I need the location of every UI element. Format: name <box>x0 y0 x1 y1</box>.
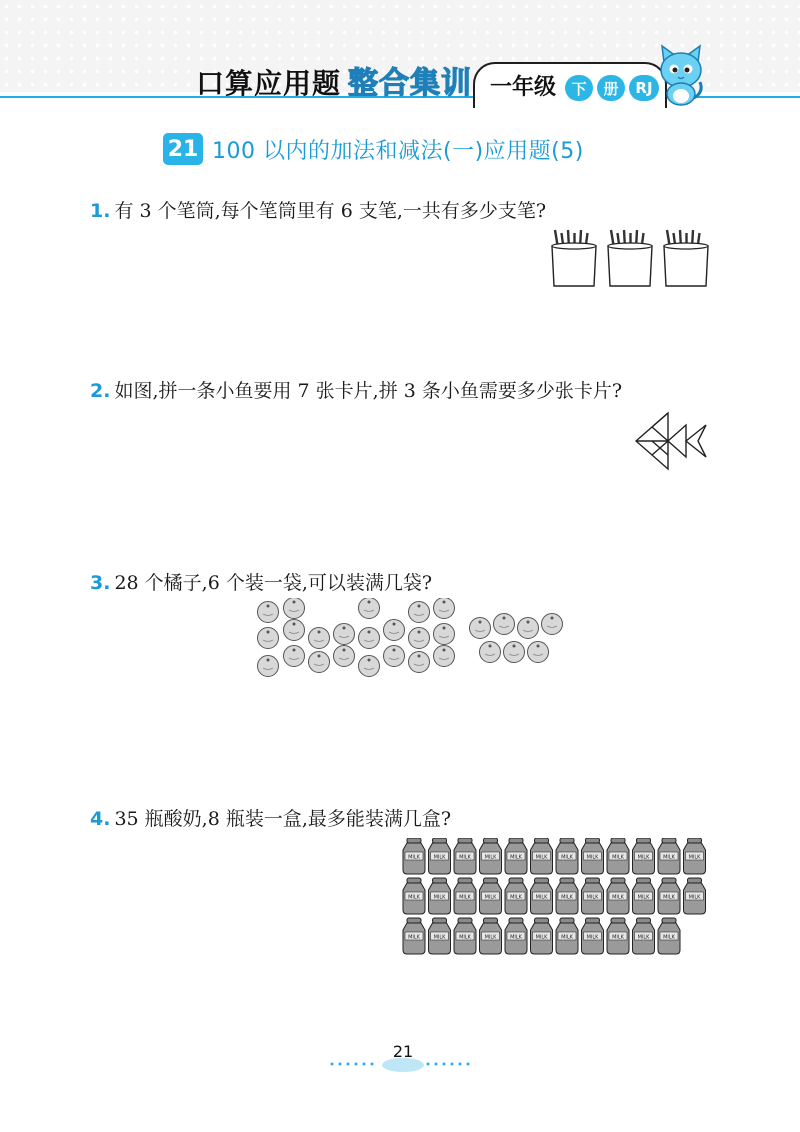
lesson-number-badge: 21 <box>163 133 203 165</box>
milk-bottle-icon <box>429 838 451 874</box>
edition-badge: RJ <box>629 75 659 101</box>
milk-bottle-icon <box>403 918 425 954</box>
milk-bottle-icon <box>480 918 502 954</box>
orange-icon <box>434 646 455 667</box>
orange-icon <box>284 598 305 619</box>
milk-bottle-icon <box>658 878 680 914</box>
orange-icon <box>518 618 539 639</box>
svg-text:MILK: MILK <box>586 934 599 941</box>
orange-icon <box>258 628 279 649</box>
volume-badge-1: 下 <box>565 75 593 101</box>
problem-text: 有 3 个笔筒,每个笔筒里有 6 支笔,一共有多少支笔? <box>114 200 547 222</box>
milk-bottle-icon <box>480 878 502 914</box>
orange-icon <box>258 656 279 677</box>
milk-bottle-icon <box>556 918 578 954</box>
pen-cups-illustration <box>548 226 716 290</box>
svg-text:MILK: MILK <box>459 854 471 861</box>
milk-bottle-icon <box>582 878 604 914</box>
orange-icon <box>470 618 491 639</box>
svg-text:MILK: MILK <box>484 894 497 901</box>
orange-icon <box>284 620 305 641</box>
milk-bottle-icon <box>607 918 629 954</box>
page-number: 21 <box>392 1042 414 1061</box>
cat-mascot-icon <box>656 42 706 106</box>
svg-text:MILK: MILK <box>408 894 420 901</box>
milk-bottle-icon <box>454 838 476 874</box>
orange-icon <box>409 652 430 673</box>
problem-text: 35 瓶酸奶,8 瓶装一盒,最多能装满几盒? <box>114 808 452 830</box>
orange-icon <box>258 602 279 623</box>
milk-bottle-icon <box>454 918 476 954</box>
milk-bottle-icon <box>684 878 706 914</box>
svg-text:MILK: MILK <box>510 894 522 901</box>
svg-text:MILK: MILK <box>663 934 675 941</box>
oranges-illustration <box>254 598 574 684</box>
milk-bottle-icon <box>403 878 425 914</box>
milk-bottle-icon <box>607 838 629 874</box>
problem-3 <box>90 568 432 595</box>
milk-bottle-icon <box>531 918 553 954</box>
footer-dots-left <box>330 1062 382 1066</box>
problem-text: 28 个橘子,6 个装一袋,可以装满几袋? <box>114 572 433 594</box>
svg-text:MILK: MILK <box>510 854 522 861</box>
orange-icon <box>309 628 330 649</box>
orange-icon <box>409 602 430 623</box>
milk-bottle-icon <box>658 838 680 874</box>
svg-text:MILK: MILK <box>459 934 471 941</box>
footer-dots-right <box>426 1062 478 1066</box>
orange-icon <box>334 646 355 667</box>
orange-icon <box>334 624 355 645</box>
lesson-title: 100 以内的加法和减法(一)应用题(5) <box>212 139 584 164</box>
milk-bottle-icon <box>429 878 451 914</box>
svg-text:MILK: MILK <box>637 934 650 941</box>
orange-icon <box>309 652 330 673</box>
milk-bottle-icon <box>505 878 527 914</box>
milk-bottle-icon <box>556 878 578 914</box>
orange-icon <box>359 656 380 677</box>
milk-bottle-icon <box>633 878 655 914</box>
problem-2 <box>90 376 622 403</box>
svg-text:MILK: MILK <box>459 894 471 901</box>
orange-icon <box>359 598 380 619</box>
milk-bottle-icon <box>607 878 629 914</box>
svg-text:MILK: MILK <box>535 854 548 861</box>
problem-text: 如图,拼一条小鱼要用 7 张卡片,拼 3 条小鱼需要多少张卡片? <box>114 380 623 402</box>
orange-icon <box>284 646 305 667</box>
orange-icon <box>542 614 563 635</box>
milk-bottle-icon <box>582 918 604 954</box>
svg-text:MILK: MILK <box>612 854 624 861</box>
svg-text:MILK: MILK <box>535 934 548 941</box>
svg-text:MILK: MILK <box>433 894 446 901</box>
tangram-fish-illustration <box>632 410 710 472</box>
problem-number: 2. <box>90 380 111 402</box>
svg-text:MILK: MILK <box>561 934 573 941</box>
milk-bottle-icon <box>658 918 680 954</box>
pen-cup-icon <box>664 230 708 286</box>
book-title: 口算应用题 <box>196 67 342 100</box>
svg-text:MILK: MILK <box>688 854 701 861</box>
svg-text:MILK: MILK <box>586 894 599 901</box>
svg-text:MILK: MILK <box>688 894 701 901</box>
svg-text:MILK: MILK <box>408 934 420 941</box>
problem-number: 3. <box>90 572 111 594</box>
svg-text:MILK: MILK <box>612 894 624 901</box>
svg-text:MILK: MILK <box>408 854 420 861</box>
orange-icon <box>384 620 405 641</box>
milk-bottle-icon <box>531 838 553 874</box>
orange-icon <box>480 642 501 663</box>
orange-icon <box>434 624 455 645</box>
problem-4 <box>90 804 451 831</box>
svg-text:MILK: MILK <box>637 894 650 901</box>
milk-bottle-icon <box>429 918 451 954</box>
svg-text:MILK: MILK <box>561 854 573 861</box>
milk-bottle-icon <box>684 838 706 874</box>
svg-text:MILK: MILK <box>637 854 650 861</box>
svg-text:MILK: MILK <box>510 934 522 941</box>
orange-icon <box>528 642 549 663</box>
milk-bottle-icon <box>403 838 425 874</box>
milk-bottle-icon <box>633 918 655 954</box>
orange-icon <box>409 628 430 649</box>
orange-icon <box>504 642 525 663</box>
milk-bottle-icon <box>556 838 578 874</box>
svg-text:MILK: MILK <box>612 934 624 941</box>
orange-icon <box>494 614 515 635</box>
pen-cup-icon <box>552 230 596 286</box>
svg-text:MILK: MILK <box>586 854 599 861</box>
milk-bottle-icon <box>454 878 476 914</box>
svg-text:MILK: MILK <box>484 934 497 941</box>
milk-bottle-icon <box>480 838 502 874</box>
svg-text:MILK: MILK <box>484 854 497 861</box>
volume-badge-2: 册 <box>597 75 625 101</box>
milk-bottles-illustration <box>402 838 714 956</box>
svg-text:MILK: MILK <box>561 894 573 901</box>
problem-1 <box>90 196 546 223</box>
grade-label: 一年级 <box>490 75 557 100</box>
milk-bottle-icon <box>505 838 527 874</box>
orange-icon <box>384 646 405 667</box>
orange-icon <box>359 628 380 649</box>
orange-icon <box>434 598 455 619</box>
milk-bottle-icon <box>633 838 655 874</box>
book-title-accent: 整合集训 <box>348 66 472 101</box>
svg-text:MILK: MILK <box>663 894 675 901</box>
milk-bottle-icon <box>531 878 553 914</box>
pen-cup-icon <box>608 230 652 286</box>
milk-bottle-icon <box>582 838 604 874</box>
problem-number: 1. <box>90 200 111 222</box>
svg-text:MILK: MILK <box>535 894 548 901</box>
problem-number: 4. <box>90 808 111 830</box>
milk-bottle-icon <box>505 918 527 954</box>
svg-text:MILK: MILK <box>663 854 675 861</box>
svg-text:MILK: MILK <box>433 934 446 941</box>
svg-text:MILK: MILK <box>433 854 446 861</box>
